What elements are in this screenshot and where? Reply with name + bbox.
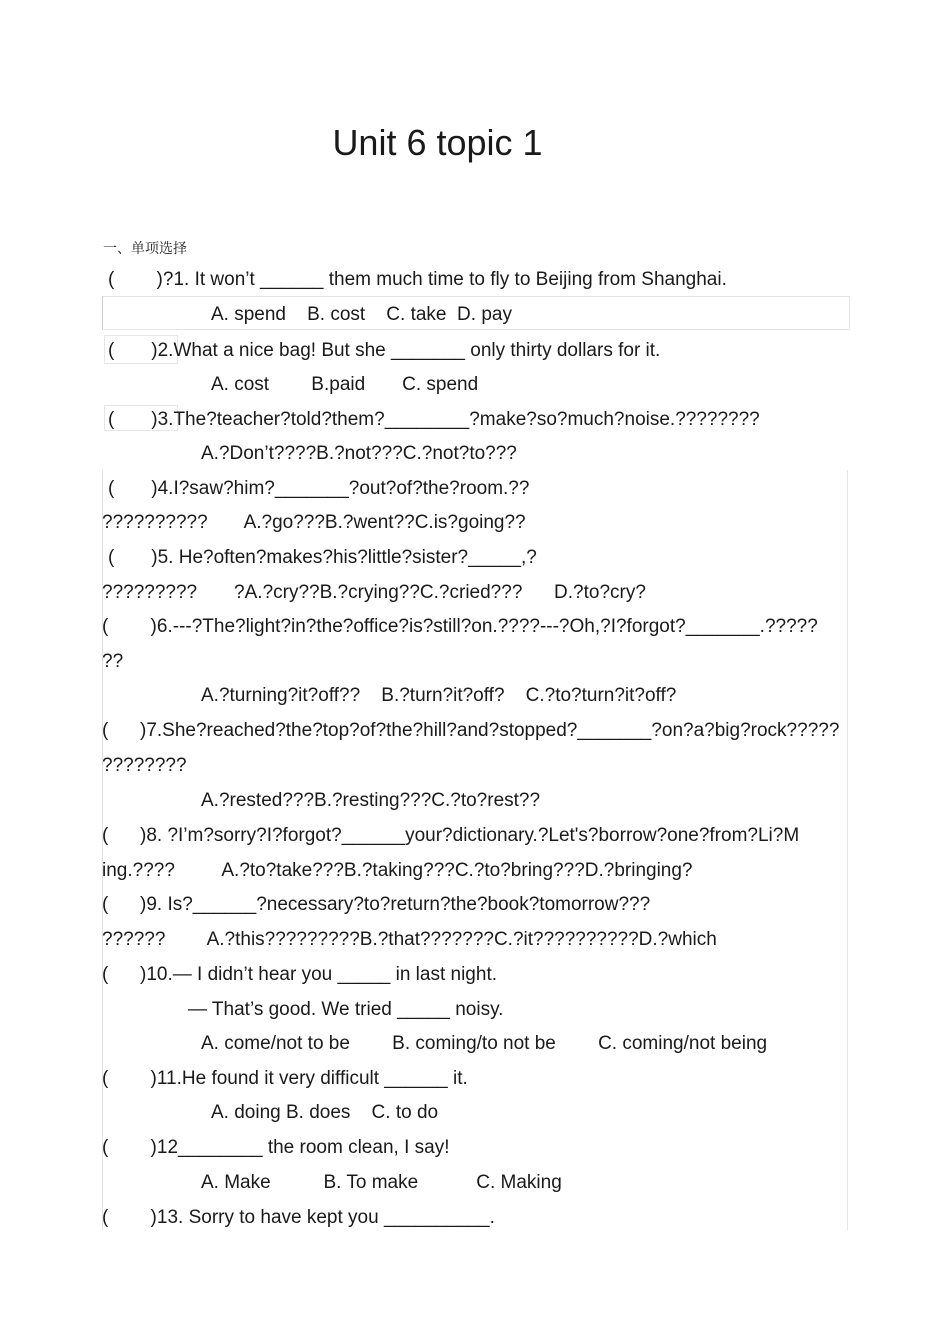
options-line: ?????? A.?this?????????B.?that???????C.?it??????????D.?which xyxy=(102,929,717,950)
options-line: A. doing B. does C. to do xyxy=(211,1102,439,1123)
question-line: ( )11.He found it very difficult ______ it. xyxy=(102,1068,468,1089)
options-line: A. spend B. cost C. take D. pay xyxy=(211,304,512,325)
margin-rule xyxy=(847,470,848,1230)
question-line: ( )12________ the room clean, I say! xyxy=(102,1137,450,1158)
question-line: ( )8. ?I’m?sorry?I?forgot?______your?dictionary.?Let's?borrow?one?from?Li?M xyxy=(102,825,800,846)
question-line: ?? xyxy=(102,651,124,672)
question-line: ( )9. Is?______?necessary?to?return?the?book?tomorrow??? xyxy=(102,894,651,915)
question-line: ( )10.— I didn’t hear you _____ in last night. xyxy=(102,964,498,985)
question-line: ( )?1. It won’t ______ them much time to fly to Beijing from Shanghai. xyxy=(108,269,727,290)
options-line: A.?Don’t????B.?not???C.?not?to??? xyxy=(201,443,517,464)
options-line: A.?turning?it?off?? B.?turn?it?off? C.?to?turn?it?off? xyxy=(201,685,677,706)
question-line: ( )5. He?often?makes?his?little?sister?_____,? xyxy=(108,547,537,568)
options-line: ing.???? A.?to?take???B.?taking???C.?to?bring???D.?bringing? xyxy=(102,860,693,881)
page-title: Unit 6 topic 1 xyxy=(332,122,543,163)
section-heading: 一、单项选择 xyxy=(103,241,187,257)
options-line: A. come/not to be B. coming/to not be C. coming/not being xyxy=(201,1033,768,1054)
question-line: ???????? xyxy=(102,755,187,776)
options-line: A. cost B.paid C. spend xyxy=(211,374,479,395)
question-line: ( )7.She?reached?the?top?of?the?hill?and?stopped?_______?on?a?big?rock????? xyxy=(102,720,840,741)
options-line: ?????????? A.?go???B.?went??C.is?going?? xyxy=(102,512,526,533)
options-line: ????????? ?A.?cry??B.?crying??C.?cried??? D.?to?cry? xyxy=(102,582,646,603)
question-line: — That’s good. We tried _____ noisy. xyxy=(188,999,504,1020)
question-line: ( )6.---?The?light?in?the?office?is?still?on.????---?Oh,?I?forgot?_______.????? xyxy=(102,616,818,637)
options-line: A.?rested???B.?resting???C.?to?rest?? xyxy=(201,790,541,811)
options-line: A. Make B. To make C. Making xyxy=(201,1172,562,1193)
question-line: ( )2.What a nice bag! But she _______ only thirty dollars for it. xyxy=(108,340,661,361)
question-line: ( )4.I?saw?him?_______?out?of?the?room.?? xyxy=(108,478,530,499)
question-line: ( )3.The?teacher?told?them?________?make?so?much?noise.???????? xyxy=(108,409,760,430)
question-line: ( )13. Sorry to have kept you __________. xyxy=(102,1207,495,1228)
